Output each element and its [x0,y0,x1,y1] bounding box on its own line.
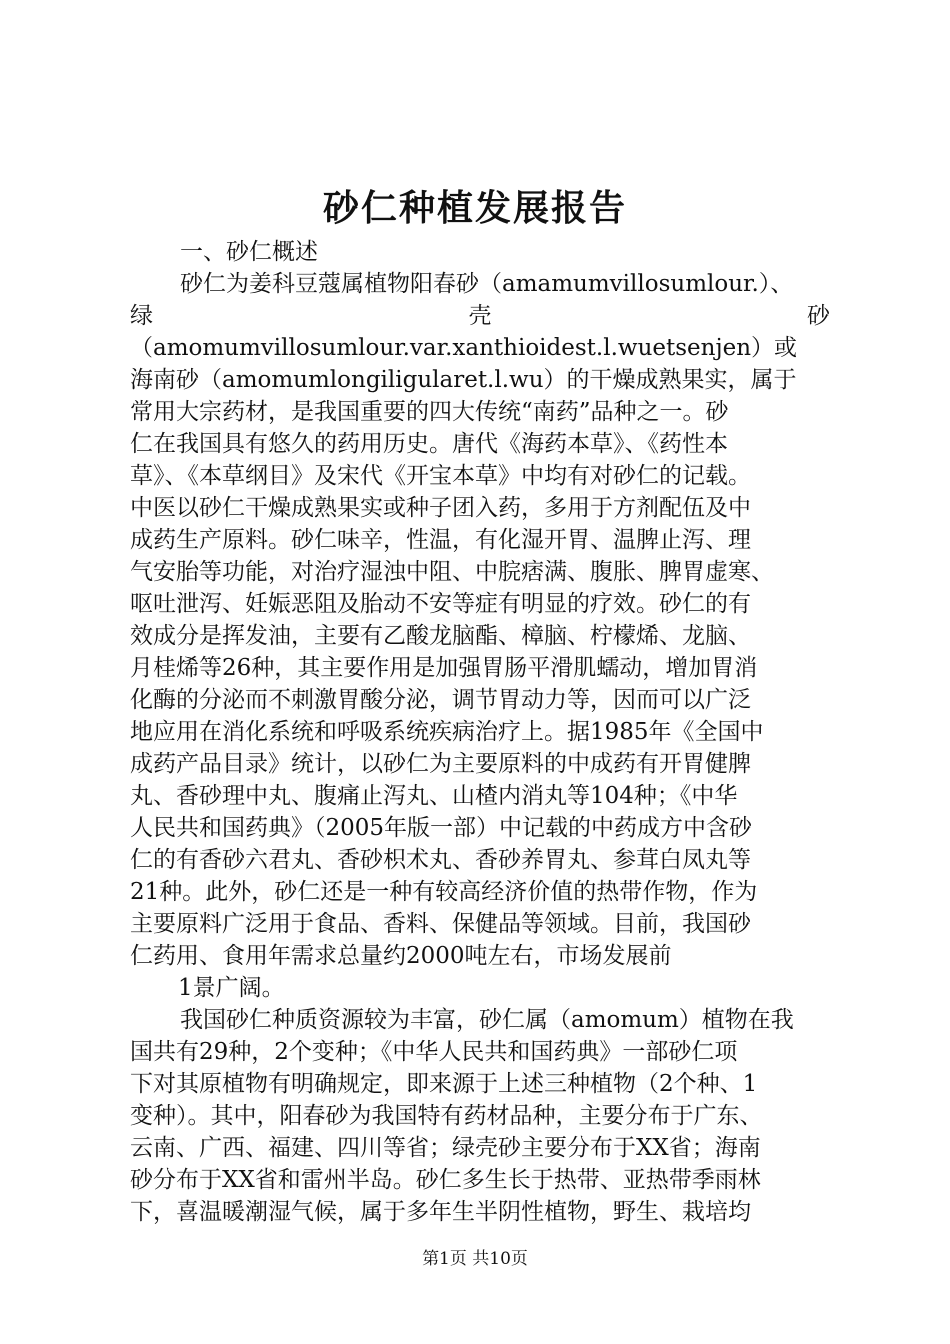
paragraph-line: 化酶的分泌而不刺激胃酸分泌，调节胃动力等，因而可以广泛 [130,687,751,713]
paragraph-line: 气安胎等功能，对治疗湿浊中阻、中脘痞满、腹胀、脾胃虚寒、 [130,559,774,585]
spread-word: 砂 [807,303,830,329]
paragraph-line: 云南、广西、福建、四川等省；绿壳砂主要分布于XX省；海南 [130,1135,761,1161]
paragraph-line: 中医以砂仁干燥成熟果实或种子团入药，多用于方剂配伍及中 [130,495,751,521]
paragraph-line: 呕吐泄泻、妊娠恶阻及胎动不安等症有明显的疗效。砂仁的有 [130,591,751,617]
paragraph-line: 我国砂仁种质资源较为丰富，砂仁属（amomum）植物在我 [180,1007,794,1033]
paragraph-line: 地应用在消化系统和呼吸系统疾病治疗上。据1985年《全国中 [130,719,764,745]
paragraph-line: 丸、香砂理中丸、腹痛止泻丸、山楂内消丸等104种；《中华 [130,783,738,809]
paragraph-line: 下对其原植物有明确规定，即来源于上述三种植物（2个种、1 [130,1071,758,1097]
document-title: 砂仁种植发展报告 [322,187,627,229]
section-heading: 一、砂仁概述 [180,239,318,265]
paragraph-line: 21种。此外，砂仁还是一种有较高经济价值的热带作物，作为 [130,879,758,905]
paragraph-line: 砂分布于XX省和雷州半岛。砂仁多生长于热带、亚热带季雨林 [130,1167,761,1193]
paragraph-line: 主要原料广泛用于食品、香料、保健品等领域。目前，我国砂 [130,911,751,937]
paragraph-line: 国共有29种，2个变种；《中华人民共和国药典》一部砂仁项 [130,1039,738,1065]
spread-word: 绿 [130,303,153,329]
paragraph-line: 砂仁为姜科豆蔻属植物阳春砂（amamumvillosumlour.）、 [180,271,794,297]
paragraph-line: 草》、《本草纲目》及宋代《开宝本草》中均有对砂仁的记载。 [130,463,751,489]
paragraph-line: 成药产品目录》统计，以砂仁为主要原料的中成药有开胃健脾 [130,751,751,777]
paragraph-line: 人民共和国药典》（2005年版一部）中记载的中药成方中含砂 [130,815,753,841]
paragraph-line: 仁在我国具有悠久的药用历史。唐代《海药本草》、《药性本 [130,431,728,457]
paragraph-line: 仁的有香砂六君丸、香砂枳术丸、香砂养胃丸、参茸白凤丸等 [130,847,751,873]
spread-word: 壳 [468,303,492,329]
paragraph-line: 仁药用、食用年需求总量约2000吨左右，市场发展前 [130,943,672,969]
paragraph-line: 海南砂（amomumlongiligularet.l.wu）的干燥成熟果实，属于 [130,367,797,393]
paragraph-line: 1景广阔。 [178,975,285,1001]
paragraph-line: 效成分是挥发油，主要有乙酸龙脑酯、樟脑、柠檬烯、龙脑、 [130,623,751,649]
paragraph-line: 月桂烯等26种，其主要作用是加强胃肠平滑肌蠕动，增加胃消 [130,655,758,681]
paragraph-line: （amomumvillosumlour.var.xanthioidest.l.wuetsenjen）或 [130,335,798,361]
page-footer: 第1页 共10页 [422,1249,528,1269]
paragraph-line: 成药生产原料。砂仁味辛，性温，有化湿开胃、温脾止泻、理 [130,527,751,553]
paragraph-line: 下，喜温暖潮湿气候，属于多年生半阴性植物，野生、栽培均 [130,1199,751,1225]
paragraph-line-spread [130,300,830,332]
paragraph-line: 常用大宗药材，是我国重要的四大传统“南药”品种之一。砂 [130,399,729,425]
paragraph-line: 变种）。其中，阳春砂为我国特有药材品种，主要分布于广东、 [130,1103,763,1129]
